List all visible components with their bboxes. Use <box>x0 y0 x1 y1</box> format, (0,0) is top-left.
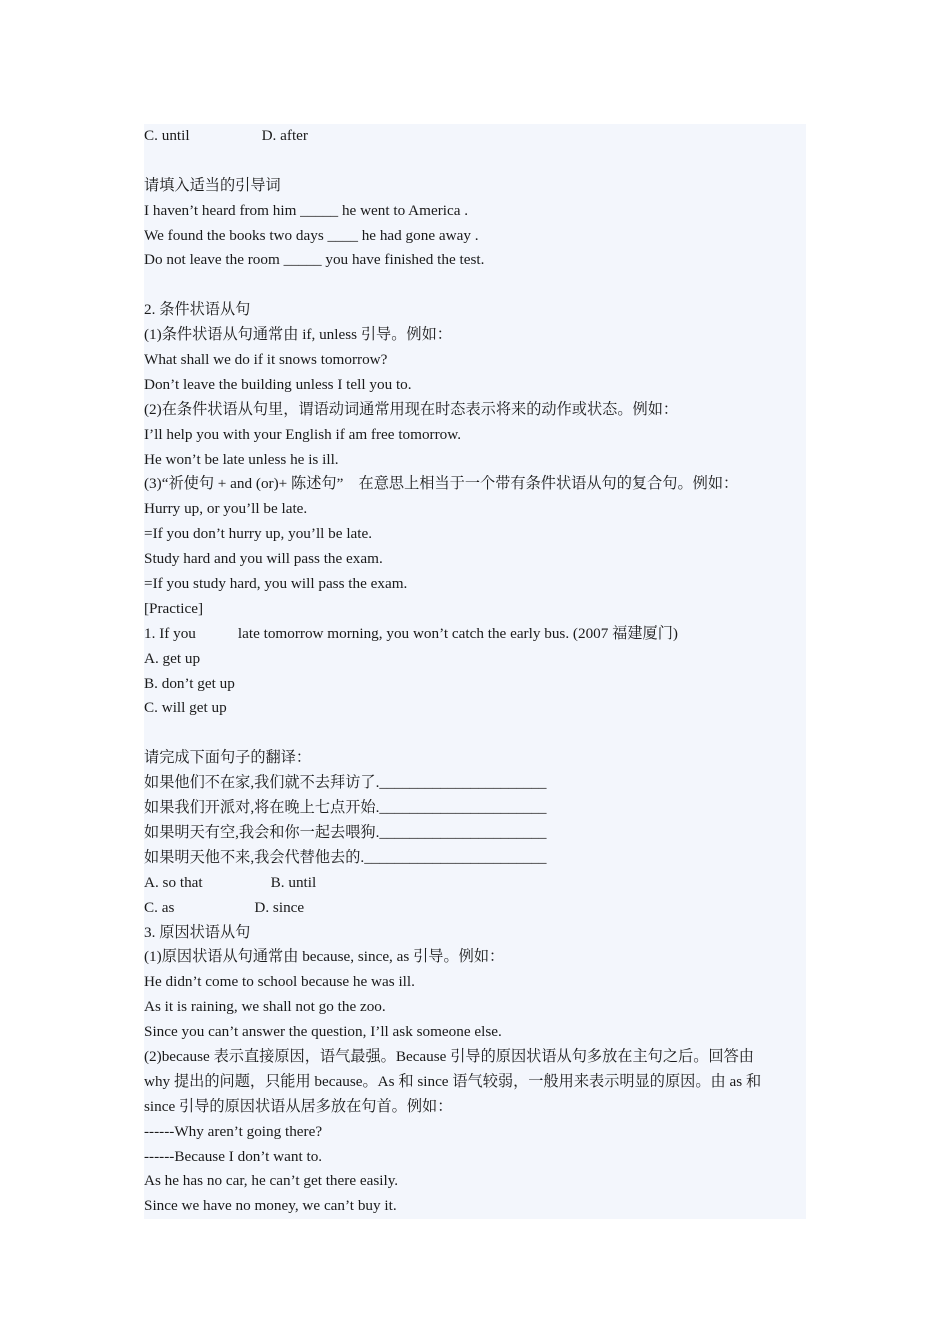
option-line <box>144 896 812 921</box>
question-start: 1. If you <box>144 624 196 642</box>
translation-line: 如果他们不在家,我们就不去拜访了.______________________ <box>144 774 547 792</box>
option-b: B. until <box>270 873 317 891</box>
document-body <box>144 124 812 1219</box>
text-line: Since we have no money, we can’t buy it. <box>144 1197 397 1215</box>
text-line: I haven’t heard from him _____ he went to America . <box>144 201 469 219</box>
text-line: He won’t be late unless he is ill. <box>144 450 339 468</box>
blank-line <box>144 149 812 174</box>
text-line: Study hard and you will pass the exam. <box>144 550 383 568</box>
option-c: C. until <box>144 127 190 144</box>
text-line: Since you can’t answer the question, I’ll ask someone else. <box>144 1023 502 1041</box>
text-line: What shall we do if it snows tomorrow? <box>144 351 388 369</box>
practice-heading: [Practice] <box>144 599 204 617</box>
text-line: =If you study hard, you will pass the exam. <box>144 575 408 593</box>
option-c: C. will get up <box>144 699 227 717</box>
text-line: (3)“祈使句 + and (or)+ 陈述句” 在意思上相当于一个带有条件状语从句的复合句。例如： <box>144 475 739 493</box>
option-b: B. don’t get up <box>144 674 235 692</box>
text-line: As it is raining, we shall not go the zoo. <box>144 998 386 1016</box>
option-d: D. since <box>254 898 305 916</box>
text-line: He didn’t come to school because he was ill. <box>144 973 415 991</box>
text-line: I’ll help you with your English if am free tomorrow. <box>144 425 462 443</box>
section-heading: 3. 原因状语从句 <box>144 923 251 941</box>
option-c: C. as <box>144 898 175 916</box>
section-heading: 2. 条件状语从句 <box>144 301 251 319</box>
text-line: ------Because I don’t want to. <box>144 1147 323 1165</box>
translation-line: 如果我们开派对,将在晚上七点开始.______________________ <box>144 799 547 817</box>
text-line: Don’t leave the building unless I tell you to. <box>144 375 412 393</box>
text-line: =If you don’t hurry up, you’ll be late. <box>144 525 373 543</box>
text-line: (2)在条件状语从句里，谓语动词通常用现在时态表示将来的动作或状态。例如： <box>144 400 679 418</box>
exercise-heading: 请完成下面句子的翻译： <box>144 749 312 767</box>
translation-line: 如果明天有空,我会和你一起去喂狗.______________________ <box>144 823 547 841</box>
translation-line: 如果明天他不来,我会代替他去的.________________________ <box>144 848 547 866</box>
text-line: Hurry up, or you’ll be late. <box>144 500 308 518</box>
option-a: A. so that <box>144 873 203 891</box>
option-line <box>144 871 812 896</box>
text-line: ------Why aren’t going there? <box>144 1122 323 1140</box>
text-line: (1)条件状语从句通常由 if, unless 引导。例如： <box>144 326 452 344</box>
text-line: since 引导的原因状语从居多放在句首。例如： <box>144 1097 453 1115</box>
blank-line <box>144 721 812 746</box>
option-d: D. after <box>261 127 308 144</box>
option-line <box>144 124 812 149</box>
option-a: A. get up <box>144 649 201 667</box>
exercise-heading: 请填入适当的引导词 <box>144 176 281 194</box>
question-line <box>144 622 812 647</box>
text-line: (2)because 表示直接原因，语气最强。Because 引导的原因状语从句多放在主句之后。回答由 <box>144 1047 754 1065</box>
text-line: We found the books two days ____ he had gone away . <box>144 226 479 244</box>
question-end: late tomorrow morning, you won’t catch the early bus. (2007 福建厦门) <box>237 624 678 642</box>
text-line: why 提出的问题，只能用 because。As 和 since 语气较弱，一般用来表示明显的原因。由 as 和 <box>144 1072 762 1090</box>
text-line: As he has no car, he can’t get there easily. <box>144 1172 399 1190</box>
blank-line <box>144 273 812 298</box>
text-line: (1)原因状语从句通常由 because, since, as 引导。例如： <box>144 948 505 966</box>
text-line: Do not leave the room _____ you have finished the test. <box>144 251 485 269</box>
